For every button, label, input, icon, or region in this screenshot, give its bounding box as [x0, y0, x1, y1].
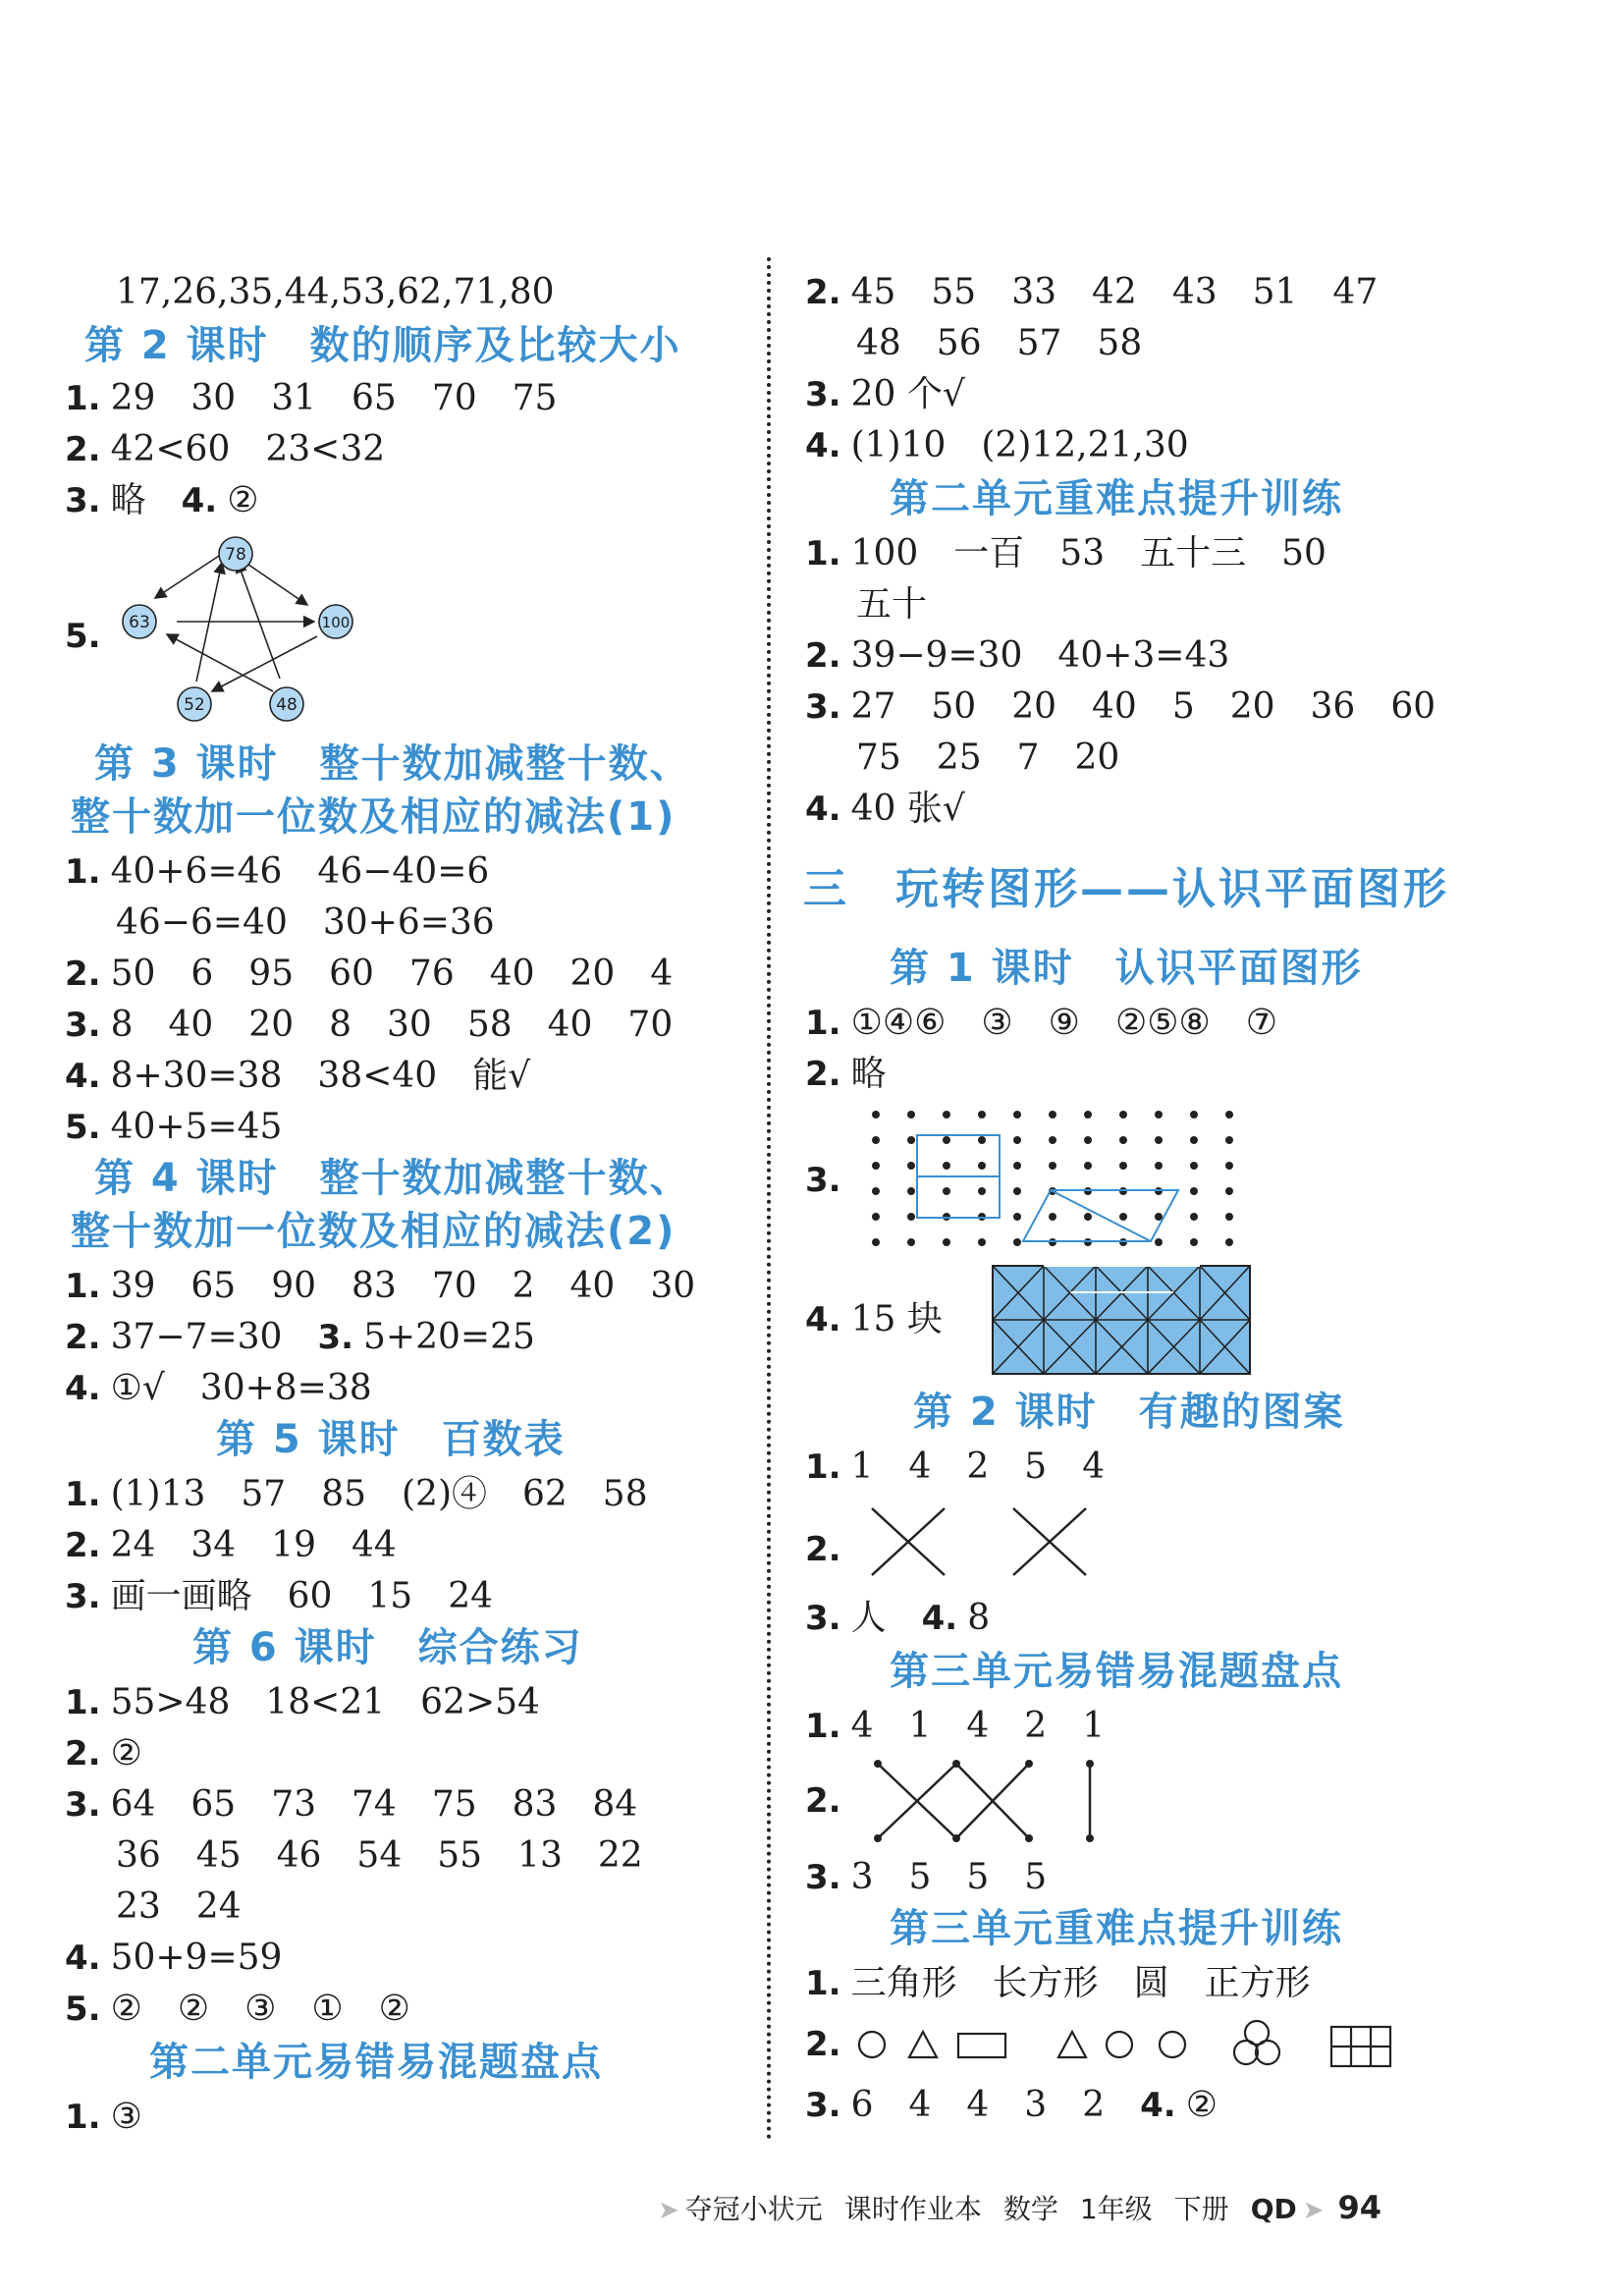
footer-brand: 夺冠小状元	[684, 2193, 823, 2225]
footer-edition: QD	[1250, 2193, 1297, 2225]
answer-line: 3. 20 个√	[805, 374, 965, 414]
grid-dot	[1225, 1213, 1233, 1221]
answer-line: 1. 100 一百 53 五十三 50	[805, 533, 1326, 573]
answer-line: 23 24	[116, 1886, 242, 1927]
answer-line: 1. 55>48 18<21 62>54	[65, 1682, 540, 1722]
chevron-right-icon: ➤	[1302, 2196, 1325, 2225]
grid-dot	[907, 1111, 915, 1119]
unit3-errors-heading: 第三单元易错易混题盘点	[890, 1649, 1343, 1694]
answer-line: 五十	[856, 584, 928, 625]
lesson4-heading-line2: 整十数加一位数及相应的减法(2)	[71, 1209, 677, 1254]
answer-line: 1. ③	[65, 2097, 142, 2137]
grid-dot	[907, 1162, 915, 1170]
answer-line: 1. 1 4 2 5 4	[805, 1447, 1106, 1487]
grid-dot	[907, 1238, 915, 1246]
answer-line: 1. (1)13 57 85 (2)④ 62 58	[65, 1474, 648, 1514]
lesson5-heading: 第 5 课时 百数表	[216, 1417, 566, 1462]
unit2-errors-heading: 第二单元易错易混题盘点	[149, 2040, 603, 2085]
grid-dot	[978, 1187, 986, 1195]
answer-line: 3. 略 4. ②	[65, 480, 259, 520]
circle-shape	[1234, 2041, 1258, 2064]
shapes-figure	[856, 2013, 1406, 2076]
answer-line: 4. 40 张√	[805, 789, 965, 829]
grid-dot	[1013, 1187, 1021, 1195]
answer-line: 3. 人 4. 8	[805, 1598, 991, 1638]
grid-dot	[1190, 1162, 1198, 1170]
grid-dot	[1119, 1136, 1127, 1144]
answer-line: 2. 45 55 33 42 43 51 47	[805, 272, 1379, 312]
answer-line: 4. 50+9=59	[65, 1938, 283, 1978]
node-label: 52	[184, 695, 205, 715]
grid-dot	[1190, 1238, 1198, 1246]
lesson3-heading-line1: 第 3 课时 整十数加减整十数、	[94, 741, 691, 787]
unit3-heading: 三 玩转图形——认识平面图形	[803, 864, 1449, 914]
footer-term: 下册	[1173, 2193, 1229, 2225]
grid-dot	[1190, 1187, 1198, 1195]
grid-dot	[943, 1162, 950, 1170]
answer-line: 2. 42<60 23<32	[65, 429, 386, 469]
grid-dot	[872, 1238, 880, 1246]
answer-line: 4. ①√ 30+8=38	[65, 1368, 372, 1408]
triangle-shape	[909, 2032, 937, 2057]
column-divider	[767, 257, 771, 2141]
grid-dot	[978, 1136, 986, 1144]
answer-line: 1. 三角形 长方形 圆 正方形	[805, 1963, 1311, 2003]
grid-dot	[943, 1136, 950, 1144]
footer-grade: 1年级	[1079, 2193, 1153, 2225]
grid-dot	[1155, 1238, 1163, 1246]
grid-dot	[1190, 1213, 1198, 1221]
grid-dot	[943, 1238, 950, 1246]
rectangle-shape	[958, 2034, 1005, 2057]
grid-dot	[907, 1187, 915, 1195]
node-label: 48	[276, 695, 298, 715]
answer-line: 36 45 46 54 55 13 22	[116, 1835, 643, 1876]
unit3-lesson1-heading: 第 1 课时 认识平面图形	[890, 946, 1363, 991]
circle-shape	[1107, 2032, 1132, 2057]
grid-dot	[978, 1162, 986, 1170]
answer-line: 2.	[805, 1781, 841, 1821]
page-number: 94	[1337, 2189, 1382, 2226]
crossing-lines-figure	[864, 1502, 1100, 1581]
grid-dot	[1013, 1162, 1021, 1170]
answer-line: 75 25 7 20	[856, 737, 1120, 778]
answer-line: 5. 40+5=45	[65, 1107, 283, 1147]
arrow-48-63	[167, 634, 273, 691]
answer-line: 2.	[805, 2025, 841, 2064]
answer-line: 4. 8+30=38 38<40 能√	[65, 1056, 531, 1096]
arrow-48-78	[238, 562, 280, 679]
grid-dot	[872, 1187, 880, 1195]
answer-line: 5.	[65, 617, 101, 656]
grid-dot	[1084, 1213, 1092, 1221]
answer-line: 3. 27 50 20 40 5 20 36 60	[805, 686, 1436, 727]
grid-dot	[1119, 1111, 1127, 1119]
grid-dot	[872, 1111, 880, 1119]
answer-line: 2. 50 6 95 60 76 40 20 4	[65, 954, 674, 994]
answer-line: 3. 6 4 4 3 2 4. ②	[805, 2085, 1218, 2125]
grid-dot	[1225, 1238, 1233, 1246]
left-top-answer: 17,26,35,44,53,62,71,80	[116, 272, 555, 312]
answer-line: 1. 4 1 4 2 1	[805, 1706, 1106, 1746]
grid-dot	[1155, 1213, 1163, 1221]
grid-dot	[1190, 1111, 1198, 1119]
grid-dot	[1084, 1111, 1092, 1119]
grid-dot	[1049, 1213, 1056, 1221]
answer-line: 1. 40+6=46 46−40=6	[65, 851, 490, 892]
chevron-right-icon: ➤	[658, 2196, 679, 2225]
grid-dot	[1049, 1136, 1056, 1144]
node-label: 100	[321, 614, 351, 631]
footer-book: 课时作业本	[843, 2193, 982, 2225]
lesson2-heading: 第 2 课时 数的顺序及比较大小	[84, 323, 681, 368]
node-label: 63	[129, 613, 150, 632]
answer-line: 2. ②	[65, 1733, 142, 1774]
arrow-100-52	[212, 636, 317, 691]
grid-dot	[872, 1136, 880, 1144]
answer-line: 4. (1)10 (2)12,21,30	[805, 425, 1189, 465]
dot-grid-figure	[856, 1104, 1249, 1253]
grid-dot	[1013, 1238, 1021, 1246]
grid-dot	[978, 1111, 986, 1119]
grid-dot	[1190, 1136, 1198, 1144]
grid-dot	[1049, 1111, 1056, 1119]
arrow-78-63	[155, 556, 219, 598]
unit3-training-heading: 第三单元重难点提升训练	[890, 1906, 1343, 1951]
page-footer	[652, 2185, 1381, 2230]
grid-dot	[943, 1111, 950, 1119]
footer-subject: 数学	[1002, 2193, 1058, 2225]
answer-line: 3. 画一画略 60 15 24	[65, 1576, 494, 1616]
answer-line: 4. 15 块	[805, 1299, 943, 1339]
lesson4-heading-line1: 第 4 课时 整十数加减整十数、	[94, 1156, 691, 1201]
grid-dot	[978, 1238, 986, 1246]
grid-dot	[1225, 1162, 1233, 1170]
circle-shape	[1160, 2032, 1185, 2057]
answer-line: 5. ② ② ③ ① ②	[65, 1989, 410, 2029]
grid-dot	[1155, 1111, 1163, 1119]
triangle-shape	[1058, 2032, 1086, 2057]
answer-line: 3. 8 40 20 8 30 58 40 70	[65, 1005, 674, 1045]
grid-dot	[1155, 1136, 1163, 1144]
parallelogram-diagonal	[1051, 1190, 1151, 1241]
circle-shape	[1256, 2041, 1279, 2064]
tile-pattern-figure	[992, 1265, 1251, 1375]
lesson6-heading: 第 6 课时 综合练习	[192, 1625, 583, 1670]
grid-dot	[872, 1213, 880, 1221]
answer-line: 1. 29 30 31 65 70 75	[65, 378, 558, 418]
grid-dot	[872, 1162, 880, 1170]
grid-dot	[1013, 1136, 1021, 1144]
answer-line: 3. 64 65 73 74 75 83 84	[65, 1784, 638, 1825]
answer-line: 1. ①④⑥ ③ ⑨ ②⑤⑧ ⑦	[805, 1003, 1278, 1043]
grid-dot	[907, 1136, 915, 1144]
answer-line: 2. 37−7=30 3. 5+20=25	[65, 1317, 535, 1357]
grid-dot	[1155, 1162, 1163, 1170]
answer-line: 48 56 57 58	[856, 323, 1143, 363]
grid-dot	[1119, 1162, 1127, 1170]
unit2-training-heading: 第二单元重难点提升训练	[890, 476, 1343, 521]
number-arrow-diagram	[118, 526, 373, 733]
grid-dot	[1225, 1111, 1233, 1119]
answer-line: 3.	[805, 1161, 841, 1200]
answer-line: 2. 略	[805, 1054, 887, 1094]
grid-dot	[1084, 1136, 1092, 1144]
answer-line: 2.	[805, 1530, 841, 1569]
grid-dot	[1013, 1111, 1021, 1119]
answer-line: 1. 39 65 90 83 70 2 40 30	[65, 1266, 696, 1306]
grid-dot	[1225, 1187, 1233, 1195]
unit3-lesson2-heading: 第 2 课时 有趣的图案	[913, 1390, 1345, 1435]
lesson3-heading-line2: 整十数加一位数及相应的减法(1)	[71, 794, 677, 840]
circle-shape	[859, 2032, 885, 2057]
answer-line: 3. 3 5 5 5	[805, 1857, 1048, 1897]
answer-line: 2. 24 34 19 44	[65, 1525, 397, 1565]
grid-dot	[907, 1213, 915, 1221]
grid-dot	[1013, 1213, 1021, 1221]
grid-dot	[1225, 1136, 1233, 1144]
grid-dot	[1084, 1162, 1092, 1170]
node-label: 78	[225, 545, 246, 565]
grid-dot	[1049, 1162, 1056, 1170]
matching-lines-figure	[862, 1756, 1117, 1846]
grid-dot	[1119, 1213, 1127, 1221]
answer-line: 46−6=40 30+6=36	[116, 902, 495, 943]
answer-line: 2. 39−9=30 40+3=43	[805, 635, 1230, 676]
grid-dot	[943, 1187, 950, 1195]
